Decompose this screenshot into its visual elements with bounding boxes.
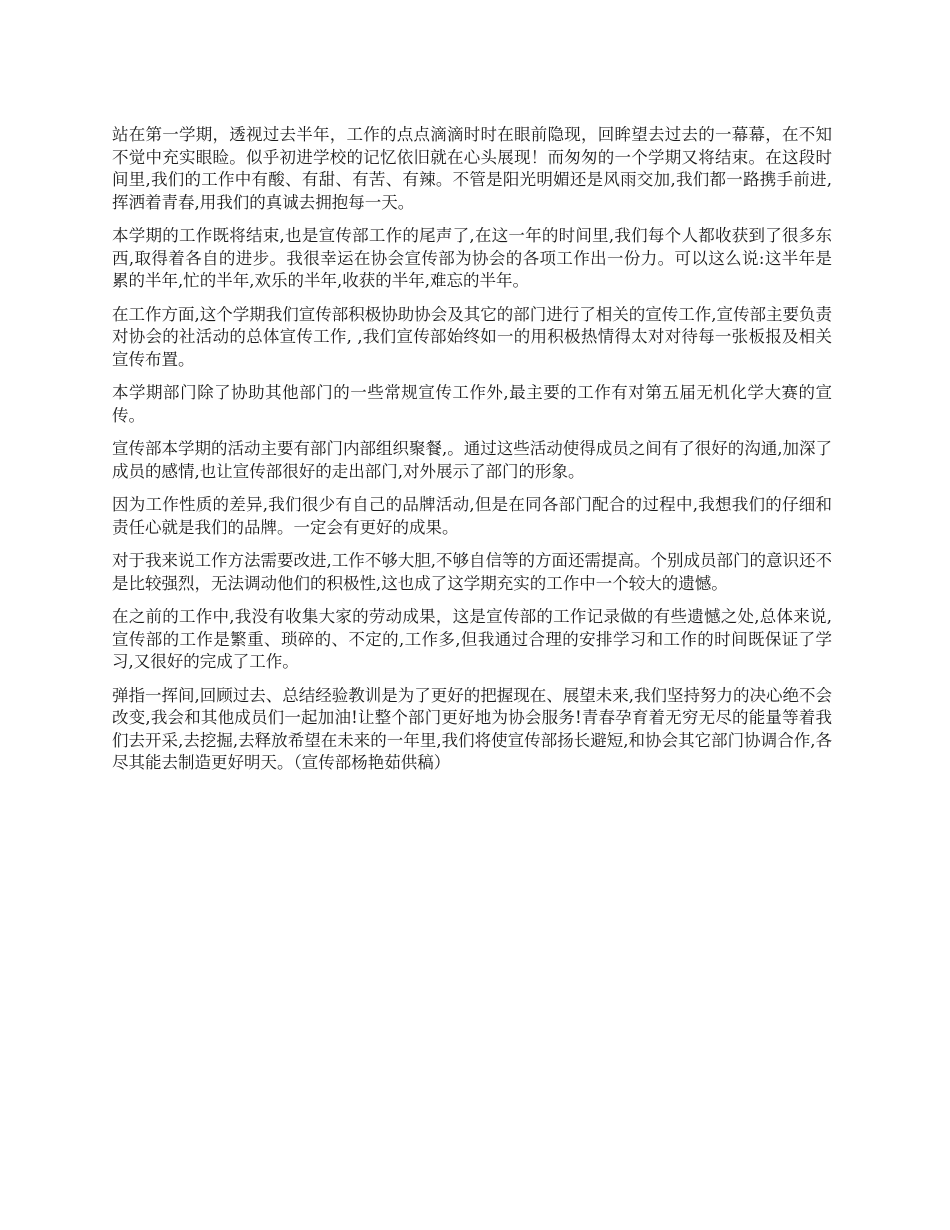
paragraph-5: 宣传部本学期的活动主要有部门内部组织聚餐,。通过这些活动使得成员之间有了很好的沟通,加深了成员的感情,也让宣传部很好的走出部门,对外展示了部门的形象。 [112, 439, 832, 481]
paragraph-8: 在之前的工作中,我没有收集大家的劳动成果，这是宣传部的工作记录做的有些遗憾之处,总体来说,宣传部的工作是繁重、琐碎的、不定的,工作多,但我通过合理的安排学习和工作的时间既保证了学习,又很好的完成了工作。 [112, 607, 832, 671]
document-body [112, 124, 832, 786]
paragraph-7: 对于我来说工作方法需要改进,工作不够大胆,不够自信等的方面还需提高。个别成员部门的意识还不是比较强烈，无法调动他们的积极性,这也成了这学期充实的工作中一个较大的遗憾。 [112, 551, 832, 593]
paragraph-2: 本学期的工作既将结束,也是宣传部工作的尾声了,在这一年的时间里,我们每个人都收获到了很多东西,取得着各自的进步。我很幸运在协会宣传部为协会的各项工作出一份力。可以这么说:这半年是累的半年,忙的半年,欢乐的半年,收获的半年,难忘的半年。 [112, 226, 832, 290]
paragraph-6: 因为工作性质的差异,我们很少有自己的品牌活动,但是在同各部门配合的过程中,我想我们的仔细和责任心就是我们的品牌。一定会有更好的成果。 [112, 495, 832, 537]
paragraph-9: 弹指一挥间,回顾过去、总结经验教训是为了更好的把握现在、展望未来,我们坚持努力的决心绝不会改变,我会和其他成员们一起加油!让整个部门更好地为协会服务!青春孕育着无穷无尽的能量等着我们去开采,去挖掘,去释放希望在未来的一年里,我们将使宣传部扬长避短,和协会其它部门协调合作,各尽其能去制造更好明天。（宣传部杨艳茹供稿） [112, 685, 832, 772]
paragraph-3: 在工作方面,这个学期我们宣传部积极协助协会及其它的部门进行了相关的宣传工作,宣传部主要负责对协会的社活动的总体宣传工作, ,我们宣传部始终如一的用积极热情得太对对待每一张板报及相关宣传布置。 [112, 304, 832, 369]
paragraph-4: 本学期部门除了协助其他部门的一些常规宣传工作外,最主要的工作有对第五届无机化学大赛的宣传。 [112, 383, 832, 425]
paragraph-1: 站在第一学期，透视过去半年，工作的点点滴滴时时在眼前隐现，回眸望去过去的一幕幕，在不知不觉中充实眼睑。似乎初进学校的记忆依旧就在心头展现！而匆匆的一个学期又将结束。在这段时间里,我们的工作中有酸、有甜、有苦、有辣。不管是阳光明媚还是风雨交加,我们都一路携手前进,挥洒着青春,用我们的真诚去拥抱每一天。 [112, 125, 832, 212]
